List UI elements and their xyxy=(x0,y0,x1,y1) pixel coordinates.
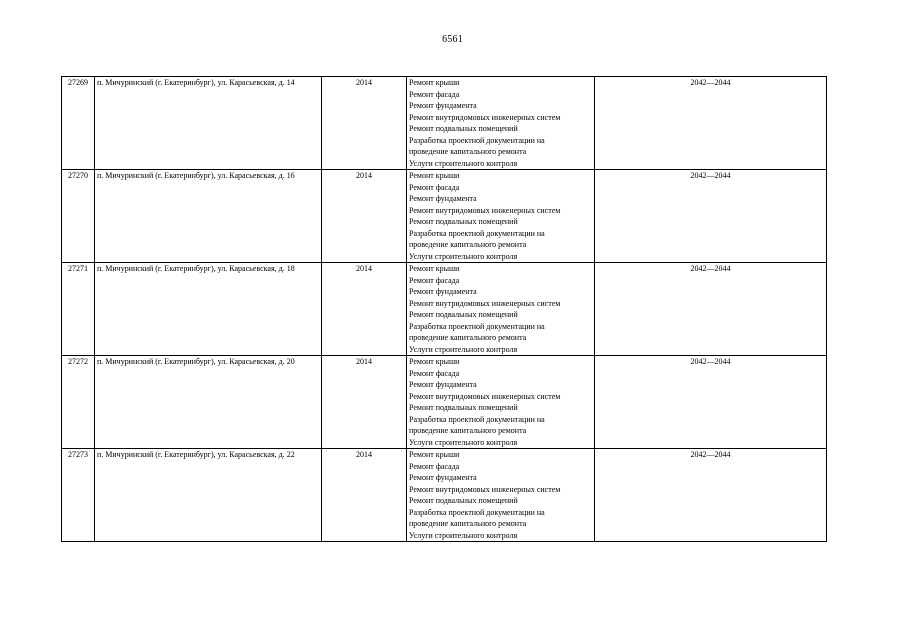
work-item: Ремонт подвальных помещений xyxy=(409,496,518,505)
row-address: п. Мичуринский (г. Екатеринбург), ул. Карасьевская, д. 14 xyxy=(95,77,322,170)
work-item: Ремонт подвальных помещений xyxy=(409,217,518,226)
work-item: Ремонт фундамента xyxy=(409,380,477,389)
work-item: Ремонт подвальных помещений xyxy=(409,124,518,133)
work-item: Услуги строительного контроля xyxy=(409,530,518,540)
work-item: проведение капитального ремонта xyxy=(409,240,527,249)
table-body xyxy=(62,77,827,542)
work-item: Ремонт внутридомовых инженерных систем xyxy=(409,484,561,494)
row-number: 27273 xyxy=(62,449,95,542)
row-period: 2042—2044 xyxy=(595,263,827,356)
row-address: п. Мичуринский (г. Екатеринбург), ул. Карасьевская, д. 18 xyxy=(95,263,322,356)
work-item: Ремонт внутридомовых инженерных систем xyxy=(409,112,561,122)
row-works xyxy=(407,356,595,449)
row-year: 2014 xyxy=(322,356,407,449)
page-number: 6561 xyxy=(442,34,463,45)
table-row xyxy=(62,77,827,170)
work-item: Ремонт фундамента xyxy=(409,473,477,482)
work-item: проведение капитального ремонта xyxy=(409,519,527,528)
work-item: Услуги строительного контроля xyxy=(409,251,518,261)
row-period: 2042—2044 xyxy=(595,356,827,449)
row-period: 2042—2044 xyxy=(595,77,827,170)
work-item: Разработка проектной документации на xyxy=(409,321,545,331)
work-item: Ремонт крыши xyxy=(409,78,460,87)
row-year: 2014 xyxy=(322,77,407,170)
row-period: 2042—2044 xyxy=(595,170,827,263)
row-address: п. Мичуринский (г. Екатеринбург), ул. Карасьевская, д. 16 xyxy=(95,170,322,263)
table-row xyxy=(62,356,827,449)
row-period: 2042—2044 xyxy=(595,449,827,542)
row-year: 2014 xyxy=(322,170,407,263)
work-item: Услуги строительного контроля xyxy=(409,437,518,447)
row-number: 27271 xyxy=(62,263,95,356)
work-item: проведение капитального ремонта xyxy=(409,147,527,156)
work-item: Ремонт фасада xyxy=(409,275,460,285)
work-item: Ремонт фасада xyxy=(409,182,460,192)
work-item: Ремонт крыши xyxy=(409,264,460,273)
work-item: Разработка проектной документации на xyxy=(409,228,545,238)
row-year: 2014 xyxy=(322,263,407,356)
capital-repair-table xyxy=(61,76,827,542)
work-item: Ремонт внутридомовых инженерных систем xyxy=(409,205,561,215)
row-number: 27272 xyxy=(62,356,95,449)
row-works xyxy=(407,170,595,263)
work-item: Ремонт внутридомовых инженерных систем xyxy=(409,391,561,401)
row-works xyxy=(407,77,595,170)
row-number: 27270 xyxy=(62,170,95,263)
work-item: Разработка проектной документации на xyxy=(409,507,545,517)
work-item: Ремонт крыши xyxy=(409,450,460,459)
work-item: Ремонт крыши xyxy=(409,357,460,366)
row-works xyxy=(407,263,595,356)
work-item: Услуги строительного контроля xyxy=(409,344,518,354)
work-item: Ремонт фасада xyxy=(409,368,460,378)
work-item: Ремонт фундамента xyxy=(409,287,477,296)
work-item: Ремонт фундамента xyxy=(409,194,477,203)
work-item: Ремонт крыши xyxy=(409,171,460,180)
work-item: Ремонт фасада xyxy=(409,461,460,471)
work-item: проведение капитального ремонта xyxy=(409,426,527,435)
row-address: п. Мичуринский (г. Екатеринбург), ул. Карасьевская, д. 22 xyxy=(95,449,322,542)
row-works xyxy=(407,449,595,542)
work-item: Ремонт внутридомовых инженерных систем xyxy=(409,298,561,308)
work-item: Ремонт фасада xyxy=(409,89,460,99)
work-item: проведение капитального ремонта xyxy=(409,333,527,342)
row-address: п. Мичуринский (г. Екатеринбург), ул. Карасьевская, д. 20 xyxy=(95,356,322,449)
row-number: 27269 xyxy=(62,77,95,170)
work-item: Ремонт подвальных помещений xyxy=(409,310,518,319)
table-row xyxy=(62,170,827,263)
table-row xyxy=(62,263,827,356)
work-item: Разработка проектной документации на xyxy=(409,414,545,424)
work-item: Услуги строительного контроля xyxy=(409,158,518,168)
table-row xyxy=(62,449,827,542)
work-item: Разработка проектной документации на xyxy=(409,135,545,145)
row-year: 2014 xyxy=(322,449,407,542)
work-item: Ремонт подвальных помещений xyxy=(409,403,518,412)
work-item: Ремонт фундамента xyxy=(409,101,477,110)
